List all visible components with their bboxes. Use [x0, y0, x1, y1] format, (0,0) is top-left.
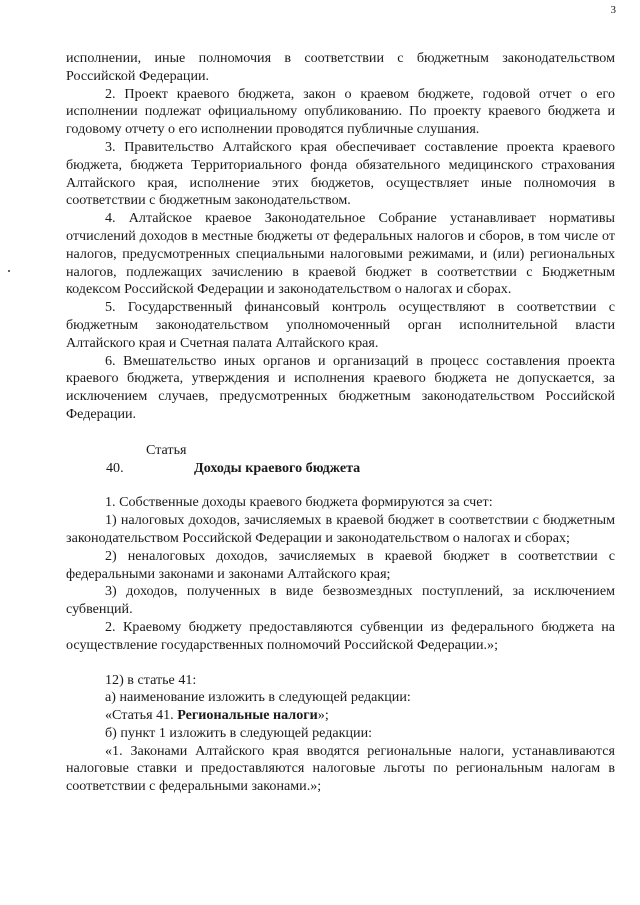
paragraph-4: 4. Алтайское краевое Законодательное Собрание устанавливает нормативы отчислений доходов в местные бюджеты от федеральных налогов и сборов, в том числе от налогов, предусмотренных специальными налоговыми режимами, и (или) региональных налогов, подлежащих зачислению в краевой бюджет в соответствии с Бюджетным кодексом Российской Федерации и законодательством о налогах и сборах.	[66, 210, 615, 298]
amendment-12-item-b-quote: «1. Законами Алтайского края вводятся региональные налоги, устанавливаются налоговые ставки и предоставляются налоговые льготы по региональным налогам в соответствии с федеральными законами.»;	[66, 742, 615, 795]
article-40-number: Статья 40.	[106, 441, 187, 476]
quote-prefix: «Статья 41.	[105, 707, 178, 724]
page-number: 3	[610, 4, 616, 16]
document-body	[66, 50, 615, 796]
article-40-title: Доходы краевого бюджета	[194, 459, 361, 476]
paragraph-5: 5. Государственный финансовый контроль осуществляют в соответствии с бюджетным законодательством уполномоченный орган исполнительной власти Алтайского края и Счетная палата Алтайского края.	[66, 299, 615, 351]
amendment-12-item-a: а) наименование изложить в следующей редакции:	[105, 689, 411, 706]
article-40-subpoint-1: 1) налоговых доходов, зачисляемых в краевой бюджет в соответствии с бюджетным законодательством Российской Федерации и законодательством о налогах и сборах;	[66, 512, 615, 546]
article-40-point-1: 1. Собственные доходы краевого бюджета формируются за счет:	[105, 494, 493, 511]
paragraph-continuation: исполнении, иные полномочия в соответствии с бюджетным законодательством Российской Федерации.	[66, 50, 615, 84]
scan-artifact	[8, 270, 10, 272]
paragraph-6: 6. Вмешательство иных органов и организаций в процесс составления проекта краевого бюджета, утверждения и исполнения краевого бюджета не допускается, за исключением случаев, предусмотренных бюджетным законодательством Российской Федерации.	[66, 352, 615, 422]
amendment-12-item-b: б) пункт 1 изложить в следующей редакции:	[105, 724, 373, 741]
article-40-subpoint-3: 3) доходов, полученных в виде безвозмездных поступлений, за исключением субвенций.	[66, 583, 615, 618]
article-40-point-2: 2. Краевому бюджету предоставляются субвенции из федерального бюджета на осуществление государственных полномочий Российской Федерации.»;	[66, 618, 615, 653]
quote-suffix: »;	[317, 707, 329, 724]
paragraph-3: 3. Правительство Алтайского края обеспечивает составление проекта краевого бюджета, бюджета Территориального фонда обязательного медицинского страхования Алтайского края, исполнение этих бюджетов, осуществляет иные полномочия в соответствии с бюджетным законодательством.	[66, 138, 615, 209]
amendment-12-item-a-quote	[66, 707, 615, 725]
article-40-subpoint-2: 2) неналоговых доходов, зачисляемых в краевой бюджет в соответствии с федеральными законами и законами Алтайского края;	[66, 547, 615, 582]
article-40-heading	[66, 442, 615, 478]
quote-bold-title: Региональные налоги	[177, 707, 318, 724]
paragraph-2: 2. Проект краевого бюджета, закон о краевом бюджете, годовой отчет о его исполнении подлежат официальному опубликованию. По проекту краевого бюджета и годовому отчету о его исполнении проводятся публичные слушания.	[66, 85, 615, 138]
amendment-12-intro: 12) в статье 41:	[105, 671, 197, 688]
